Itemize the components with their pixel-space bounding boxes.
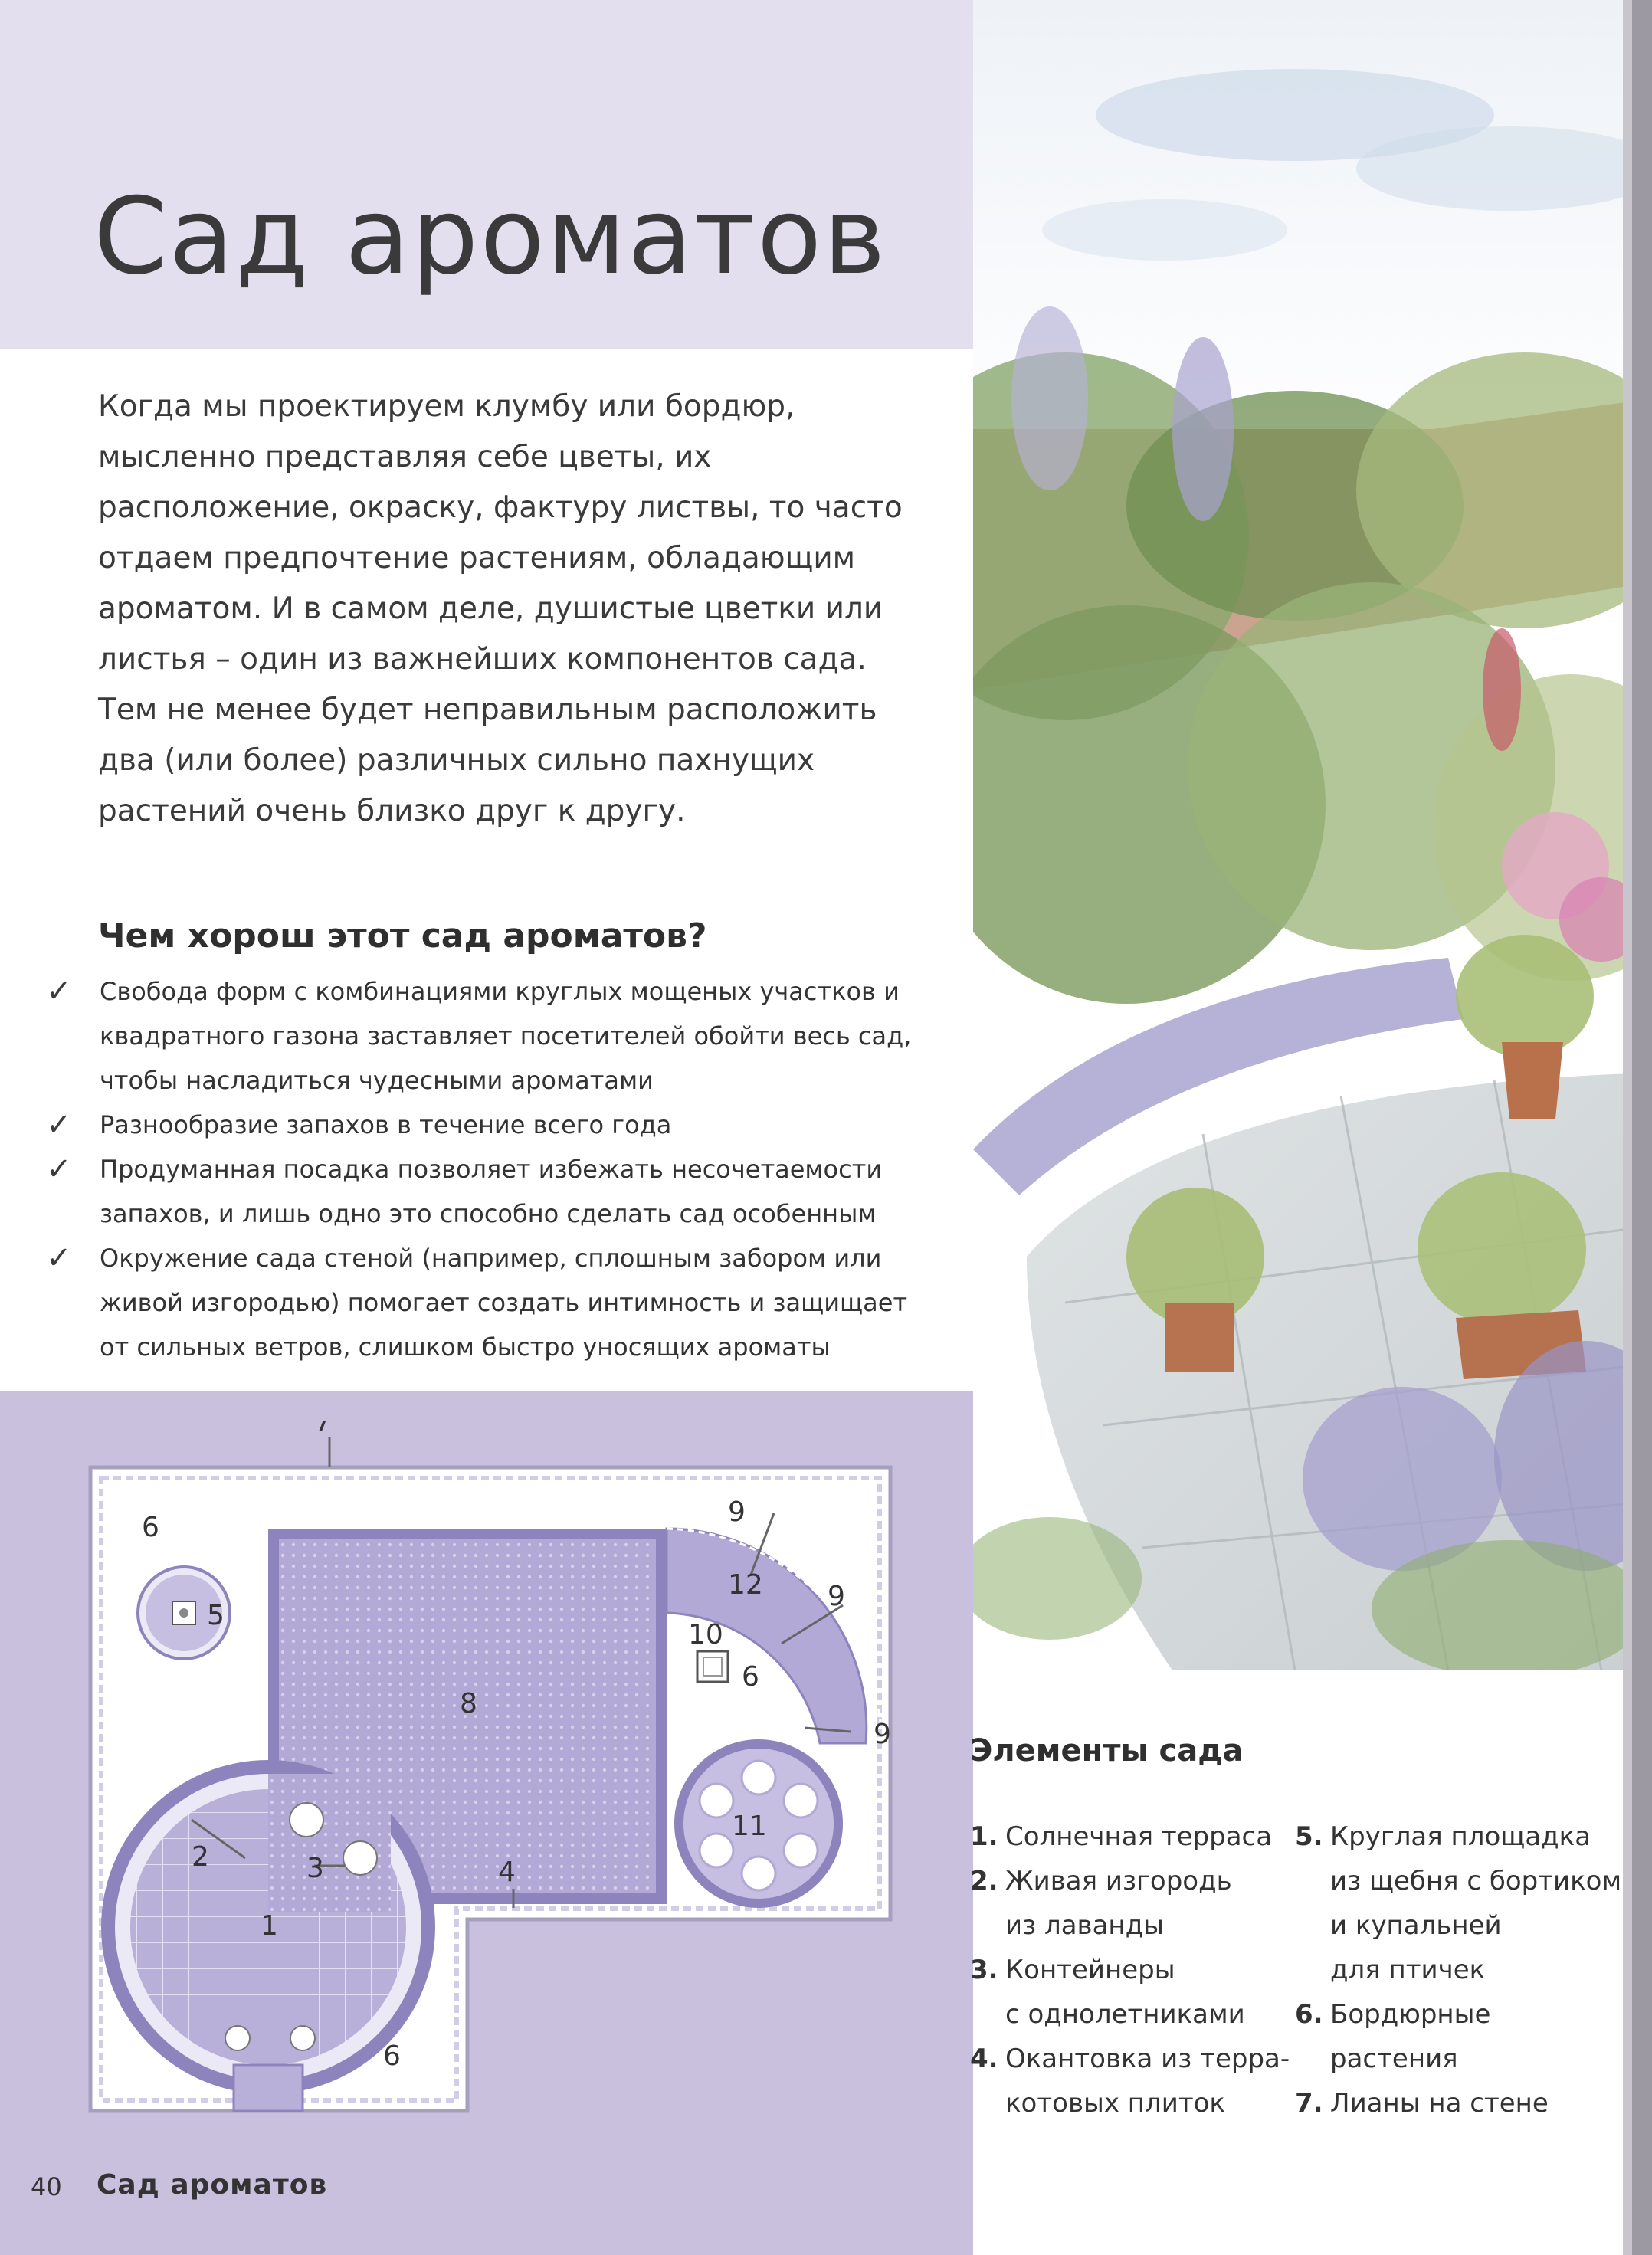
legend-item-text: Контейнеры (1005, 1955, 1175, 1985)
garden-plan-diagram (84, 1421, 896, 2149)
plan-label-9a: 9 (728, 1496, 746, 1528)
plan-label-4: 4 (498, 1857, 516, 1888)
legend-item-number: 3. (970, 1955, 998, 1985)
legend-item-number: 4. (970, 2044, 998, 2074)
check-icon: ✓ (46, 1107, 72, 1142)
legend-item (1295, 1814, 1621, 1992)
benefit-item (46, 1236, 912, 1369)
legend-item (1295, 2081, 1621, 2126)
check-icon: ✓ (46, 974, 72, 1009)
legend-column-1 (970, 1814, 1290, 2126)
plan-label-11: 11 (732, 1811, 767, 1842)
garden-illustration (973, 0, 1652, 1670)
plan-label-3: 3 (306, 1853, 324, 1884)
benefits-list (46, 969, 912, 1369)
garden-plan (84, 1421, 896, 2149)
intro-paragraph: Когда мы проектируем клумбу или бордюр, мысленно представляя себе цветы, их расположение, окраску, фактуру листвы, то часто отдаем предпочтение растениям, обладающим ароматом. И в самом деле, душистые цветки или листья – один из важнейших компонентов сада. Тем не менее будет неправильным расположить два (или более) различных сильно пахнущих растений очень близко друг к другу. (98, 389, 903, 828)
page-edge (1632, 0, 1652, 2255)
plan-label-7: 7 (314, 1421, 332, 1437)
legend-item (970, 1948, 1290, 2037)
benefit-item (46, 1103, 912, 1147)
plan-label-6a: 6 (142, 1512, 159, 1543)
legend-item-number: 2. (970, 1866, 998, 1896)
plan-label-6b: 6 (742, 1661, 759, 1693)
legend-item-text: Живая изгородь (1005, 1866, 1232, 1896)
legend-item-number: 7. (1295, 2088, 1323, 2119)
benefit-text: Окружение сада стеной (например, сплошным забором или живой изгородью) помогает создать интимность и защищает от сильных ветров, слишком быстро уносящих ароматы (100, 1244, 908, 1362)
page-number: 40 (31, 2172, 62, 2201)
legend-item (1295, 1992, 1621, 2081)
footer-title: Сад ароматов (97, 2169, 328, 2201)
legend-item-text: Солнечная терраса (1005, 1821, 1273, 1852)
legend-item-number: 5. (1295, 1821, 1323, 1852)
legend-item-text: растения (1330, 2044, 1458, 2074)
legend-item-text: Бордюрные (1330, 1999, 1491, 2030)
legend-item (970, 2037, 1290, 2126)
plan-label-9b: 9 (828, 1581, 845, 1612)
plan-label-8: 8 (460, 1688, 477, 1719)
benefit-item (46, 969, 912, 1103)
plan-label-5: 5 (207, 1600, 225, 1631)
benefit-text: Свобода форм с комбинациями круглых мощеных участков и квадратного газона заставляет посетителей обойти весь сад, чтобы насладиться чудесными ароматами (100, 977, 912, 1095)
benefit-text: Продуманная посадка позволяет избежать несочетаемости запахов, и лишь одно это способно сделать сад особенным (100, 1155, 883, 1228)
garden-illustration-art (973, 0, 1652, 1670)
plan-label-6c: 6 (383, 2040, 401, 2072)
legend-item-text: котовых плиток (1005, 2088, 1225, 2119)
page-title: Сад ароматов (93, 175, 887, 298)
legend-item-text: из лаванды (1005, 1910, 1165, 1941)
legend-item (970, 1859, 1290, 1948)
plan-label-1: 1 (261, 1910, 278, 1942)
legend-item-text: из щебня с бортиком (1330, 1866, 1622, 1896)
plan-label-10: 10 (688, 1619, 723, 1650)
legend-item-text: Круглая площадка (1330, 1821, 1591, 1852)
benefit-item (46, 1147, 912, 1236)
legend-column-2 (1295, 1814, 1621, 2126)
page-edge-shadow (1623, 0, 1632, 2255)
check-icon: ✓ (46, 1152, 72, 1187)
legend-item-text: для птичек (1330, 1955, 1486, 1985)
plan-label-12: 12 (728, 1569, 763, 1601)
legend-item (970, 1814, 1290, 1859)
legend-item-text: с однолетниками (1005, 1999, 1245, 2030)
legend-item-text: Окантовка из терра- (1005, 2044, 1290, 2074)
plan-label-2: 2 (192, 1841, 209, 1873)
legend-item-text: и купальней (1330, 1910, 1502, 1941)
legend-item-text: Лианы на стене (1330, 2088, 1549, 2119)
legend-item-number: 6. (1295, 1999, 1323, 2030)
legend-item-number: 1. (970, 1821, 998, 1852)
legend-title: Элементы сада (970, 1733, 1244, 1768)
benefits-heading: Чем хорош этот сад ароматов? (98, 916, 707, 955)
benefit-text: Разнообразие запахов в течение всего года (100, 1110, 672, 1139)
plan-label-9c: 9 (874, 1719, 891, 1750)
check-icon: ✓ (46, 1241, 72, 1276)
